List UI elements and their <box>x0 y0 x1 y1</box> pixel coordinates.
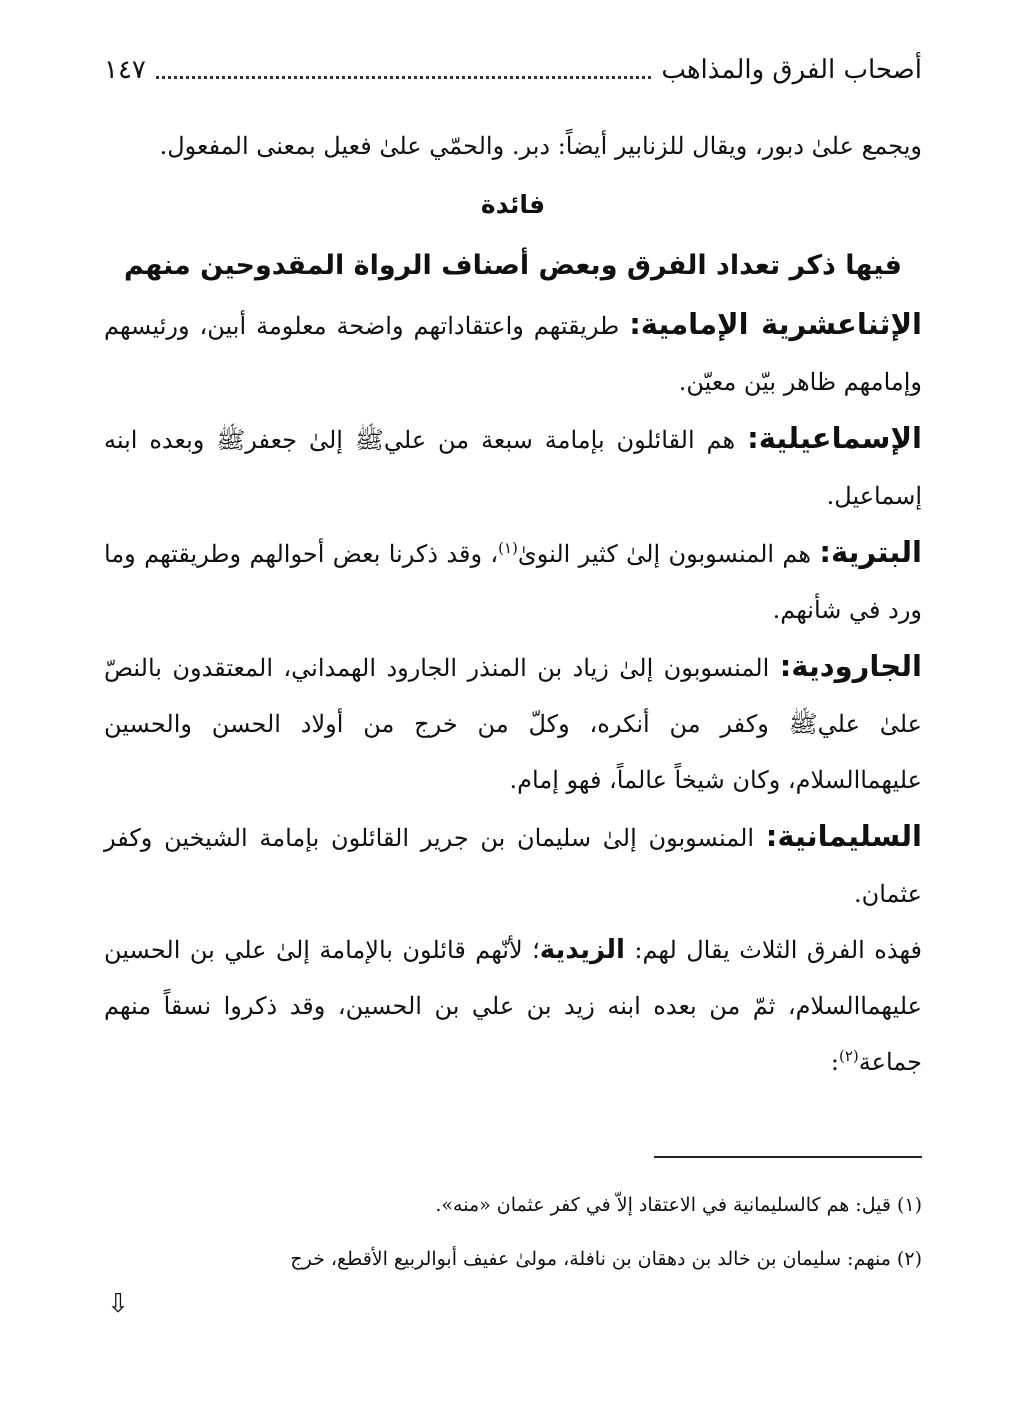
entry-text: هم القائلون بإمامة سبعة من عليﷺ إلىٰ جعفرﷺ وبعده ابنه إسماعيل. <box>104 426 922 510</box>
entry-imamiyya <box>104 296 922 410</box>
closing-text-after: ؛ لأنّهم قائلون بالإمامة إلىٰ علي بن الحسين عليهماالسلام، ثمّ من بعده ابنه زيد بن علي بن الحسين، وقد ذكروا نسقاً منهم جماعة <box>104 936 922 1076</box>
footnote-1: (١) قيل: هم كالسليمانية في الاعتقاد إلاّ في كفر عثمان «منه». <box>435 1194 922 1216</box>
footnote-2: (٢) منهم: سليمان بن خالد بن دهقان بن نافلة، مولىٰ عفيف أبوالربيع الأقطع، خرج <box>290 1248 922 1270</box>
dot-leader <box>156 62 651 79</box>
entry-text-before-note: هم المنسوبون إلىٰ كثير النوىٰ <box>517 540 820 568</box>
closing-term: الزيدية <box>539 935 625 965</box>
entry-text-after-note: ، وقد ذكرنا بعض أحوالهم وطريقتهم وما ورد في شأنهم. <box>104 540 922 624</box>
book-page <box>104 0 922 1411</box>
entry-text: المنسوبون إلىٰ زياد بن المنذر الجارود الهمداني، المعتقدون بالنصّ علىٰ عليﷺ وكفر من أنكره، وكلّ من خرج من أولاد الحسن والحسين عليهماالسلام، وكان شيخاً عالماً، فهو إمام. <box>104 654 922 794</box>
entry-term: السليمانية: <box>765 819 922 853</box>
page-number: ١٤٧ <box>104 55 146 85</box>
entry-jarudiyya <box>104 638 922 808</box>
entry-text: المنسوبون إلىٰ سليمان بن جرير القائلون بإمامة الشيخين وكفر عثمان. <box>104 824 922 908</box>
entry-term: البترية: <box>819 535 922 569</box>
footnote-separator <box>654 1156 922 1158</box>
entry-ismailiyya <box>104 410 922 524</box>
running-title: أصحاب الفرق والمذاهب <box>661 55 922 85</box>
closing-paragraph <box>104 922 922 1090</box>
footnote-ref-2[interactable]: (٢) <box>839 1047 859 1065</box>
section-label: فائدة <box>480 190 546 219</box>
main-text <box>104 118 922 1094</box>
entry-term: الجارودية: <box>779 649 922 683</box>
closing-text-before: فهذه الفرق الثلاث يقال لهم: <box>624 936 922 964</box>
entry-batriyya <box>104 524 922 638</box>
entry-term: الإسماعيلية: <box>747 421 922 455</box>
footnotes <box>104 1178 922 1286</box>
entry-sulaymaniyya <box>104 808 922 922</box>
running-header <box>104 44 922 96</box>
footnote-ref-1[interactable]: (١) <box>498 539 518 557</box>
opening-line: ويجمع علىٰ دبور، ويقال للزنابير أيضاً: دبر. والحمّي علىٰ فعيل بمعنى المفعول. <box>159 132 922 160</box>
entry-term: الإثناعشرية الإمامية: <box>629 307 922 341</box>
continue-arrow-icon: ⇩ <box>107 1289 129 1319</box>
section-title: فيها ذكر تعداد الفرق وبعض أصناف الرواة المقدوحين منهم <box>124 250 902 281</box>
entry-text: طريقتهم واعتقاداتهم واضحة معلومة أبين، ورئيسهم وإمامهم ظاهر بيّن معيّن. <box>104 312 922 396</box>
closing-end: : <box>830 1048 839 1076</box>
